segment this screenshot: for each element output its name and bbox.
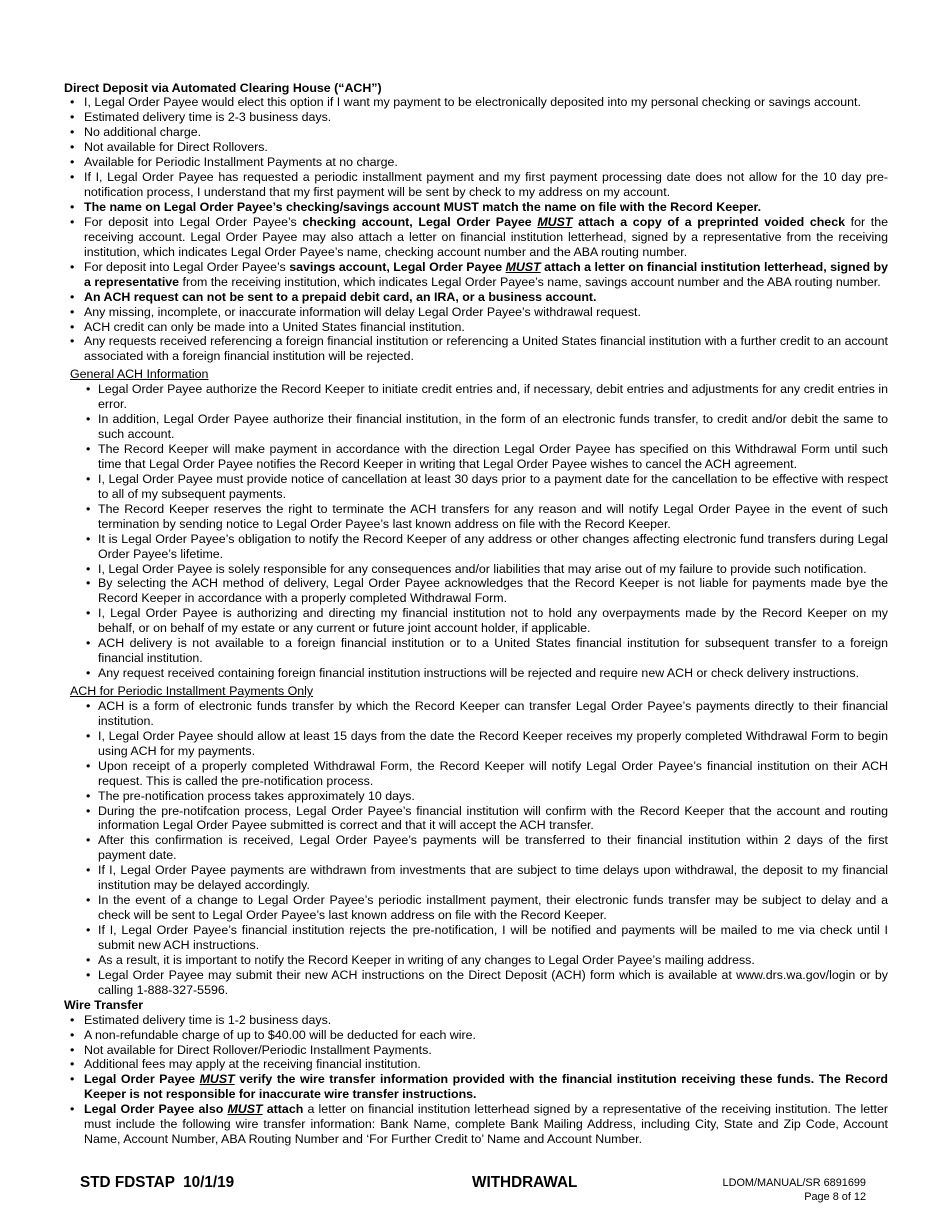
list-item: • The Record Keeper reserves the right to terminate the ACH transfers for any reason and will notify Legal Order Payee in the event of such termination by sending notice to Legal Order Payee’s last known address on file with the Record Keeper.: [98, 502, 888, 532]
list-item: • The pre-notification process takes approximately 10 days.: [98, 789, 888, 804]
wire-transfer-list: [64, 1013, 888, 1147]
list-item: • It is Legal Order Payee’s obligation to notify the Record Keeper of any address or other changes affecting electronic fund transfers during Legal Order Payee’s lifetime.: [98, 532, 888, 562]
list-item-bold: • The name on Legal Order Payee’s checking/savings account MUST match the name on file with the Record Keeper.: [84, 200, 888, 215]
list-item: • Legal Order Payee authorize the Record Keeper to initiate credit entries and, if necessary, debit entries and adjustments for any credit entries in error.: [98, 382, 888, 412]
bold-text: checking account, Legal Order Payee: [302, 214, 538, 229]
list-item: • ACH is a form of electronic funds transfer by which the Record Keeper can transfer Legal Order Payee’s payments directly to their financial institution.: [98, 699, 888, 729]
list-item: • I, Legal Order Payee would elect this option if I want my payment to be electronically deposited into my personal checking or savings account.: [84, 95, 888, 110]
list-item-bold: [84, 1072, 888, 1102]
list-item: • ACH credit can only be made into a United States financial institution.: [84, 320, 888, 335]
list-item: • A non-refundable charge of up to $40.00 will be deducted for each wire.: [84, 1028, 888, 1043]
list-item: • I, Legal Order Payee must provide notice of cancellation at least 30 days prior to a payment date for the cancellation to be effective with respect to all of my subsequent payments.: [98, 472, 888, 502]
footer-reference: [723, 1176, 866, 1204]
list-item: • I, Legal Order Payee should allow at least 15 days from the date the Record Keeper receives my properly completed Withdrawal Form to begin using ACH for my payments.: [98, 729, 888, 759]
list-item: • I, Legal Order Payee is authorizing and directing my financial institution not to hold any overpayments made by the Record Keeper on my behalf, or on behalf of my estate or any current or future joint account holder, if applicable.: [98, 606, 888, 636]
section-heading-wire-transfer: Wire Transfer: [64, 997, 144, 1012]
list-item: • If I, Legal Order Payee’s financial institution rejects the pre-notification, I will be notified and payments will be mailed to me via check until I submit new ACH instructions.: [98, 923, 888, 953]
list-item: • Any request received containing foreign financial institution instructions will be rejected and require new ACH or check delivery instructions.: [98, 666, 888, 681]
general-ach-list: [64, 382, 888, 681]
list-item: • No additional charge.: [84, 125, 888, 140]
bold-text: verify the wire transfer information provided with the financial institution receiving these funds. The Record Keeper is not responsible for inaccurate wire transfer instructions.: [84, 1072, 888, 1102]
list-item: • I, Legal Order Payee is solely responsible for any consequences and/or liabilities that may arise out of my failure to provide such notification.: [98, 562, 888, 577]
list-item: [84, 260, 888, 290]
must-emphasis: MUST: [227, 1102, 263, 1117]
list-item: • Estimated delivery time is 1-2 business days.: [84, 1013, 888, 1028]
bold-text: savings account, Legal Order Payee: [289, 259, 506, 274]
list-item: • Available for Periodic Installment Payments at no charge.: [84, 155, 888, 170]
list-item: • In addition, Legal Order Payee authorize their financial institution, in the form of an electronic funds transfer, to credit and/or debit the same to such account.: [98, 412, 888, 442]
list-item: • If I, Legal Order Payee payments are withdrawn from investments that are subject to time delays upon withdrawal, the deposit to my financial institution may be delayed accordingly.: [98, 863, 888, 893]
list-item: • Legal Order Payee may submit their new ACH instructions on the Direct Deposit (ACH) form which is available at www.drs.wa.gov/login or by calling 1-888-327-5596.: [98, 968, 888, 998]
list-item-bold: • An ACH request can not be sent to a prepaid debit card, an IRA, or a business account.: [84, 290, 888, 305]
direct-deposit-list: [64, 95, 888, 364]
list-item: • As a result, it is important to notify the Record Keeper in writing of any changes to Legal Order Payee’s mailing address.: [98, 953, 888, 968]
periodic-ach-list: [64, 699, 888, 998]
list-item: • ACH delivery is not available to a foreign financial institution or to a United States financial institution for subsequent transfer to a foreign financial institution.: [98, 636, 888, 666]
list-item: • Any requests received referencing a foreign financial institution or referencing a United States financial institution with a further credit to an account associated with a foreign financial institution will be rejected.: [84, 334, 888, 364]
bold-text: attach: [262, 1102, 304, 1117]
list-item: • Estimated delivery time is 2-3 business days.: [84, 110, 888, 125]
list-item: • If I, Legal Order Payee has requested a periodic installment payment and my first payment processing date does not allow for the 10 day pre-notification process, I understand that my first payment will be sent by check to my address on my account.: [84, 170, 888, 200]
plain-text: a letter on financial institution letterhead signed by a representative of the receiving institution. The letter must include the following wire transfer information: Bank Name, complete Bank Mailing Address, including City, State and Zip Code, Account Name, Account Number, ABA Routing Number and ‘For Further Credit to’ Name and Account Number.: [84, 1102, 889, 1147]
must-emphasis: MUST: [537, 214, 573, 229]
list-item: • In the event of a change to Legal Order Payee’s periodic installment payment, their electronic funds transfer may be subject to delay and a check will be sent to Legal Order Payee’s last known address on file with the Record Keeper.: [98, 893, 888, 923]
list-item: • Additional fees may apply at the receiving financial institution.: [84, 1057, 888, 1072]
list-item: • After this confirmation is received, Legal Order Payee’s payments will be transferred to their financial institution within 2 days of the first payment date.: [98, 833, 888, 863]
section-heading-direct-deposit: Direct Deposit via Automated Clearing House (“ACH”): [64, 80, 382, 95]
bold-text: Legal Order Payee also: [84, 1102, 228, 1117]
list-item: • Any missing, incomplete, or inaccurate information will delay Legal Order Payee’s withdrawal request.: [84, 305, 888, 320]
plain-text: For deposit into Legal Order Payee’s: [84, 259, 290, 274]
plain-text: For deposit into Legal Order Payee’s: [84, 214, 303, 229]
list-item: • Not available for Direct Rollovers.: [84, 140, 888, 155]
footer-form-id: STD FDSTAP 10/1/19: [80, 1174, 235, 1191]
bold-text: Legal Order Payee: [84, 1072, 200, 1087]
list-item: • By selecting the ACH method of delivery, Legal Order Payee acknowledges that the Record Keeper is not liable for payments made bye the Record Keeper in accordance with a properly completed Withdrawal Form.: [98, 576, 888, 606]
must-emphasis: MUST: [199, 1072, 235, 1087]
list-item: [84, 215, 888, 260]
list-item: • The Record Keeper will make payment in accordance with the direction Legal Order Payee has specified on this Withdrawal Form until such time that Legal Order Payee notifies the Record Keeper in writing that Legal Order Payee wishes to cancel the ACH agreement.: [98, 442, 888, 472]
footer-form-type: WITHDRAWAL: [472, 1174, 578, 1191]
footer-page-number: Page 8 of 12: [804, 1191, 866, 1203]
bold-text: attach a letter on financial institution letterhead, signed by a representative: [84, 259, 888, 289]
subsection-heading-periodic-ach: ACH for Periodic Installment Payments Only: [70, 684, 314, 698]
bold-text: attach a copy of a preprinted voided check: [572, 214, 845, 229]
subsection-heading-general-ach: General ACH Information: [70, 367, 209, 382]
list-item: • During the pre-notifcation process, Legal Order Payee’s financial institution will confirm with the Record Keeper that the account and routing information Legal Order Payee submitted is correct and that it will accept the ACH transfer.: [98, 804, 888, 834]
list-item: • Not available for Direct Rollover/Periodic Installment Payments.: [84, 1043, 888, 1058]
list-item: • Upon receipt of a properly completed Withdrawal Form, the Record Keeper will notify Legal Order Payee’s financial institution on their ACH request. This is called the pre-notification process.: [98, 759, 888, 789]
list-item: [84, 1102, 888, 1147]
must-emphasis: MUST: [505, 259, 541, 274]
plain-text: for the receiving account. Legal Order Payee may also attach a letter on financial institution letterhead, signed by a representative from the receiving institution, which indicates Legal Order Payee’s name, checking account number and the ABA routing number.: [84, 214, 889, 259]
plain-text: from the receiving institution, which indicates Legal Order Payee’s name, savings account number and the ABA routing number.: [179, 274, 881, 289]
document-body: [64, 81, 888, 1148]
footer-doc-code: LDOM/MANUAL/SR 6891699: [722, 1177, 866, 1189]
